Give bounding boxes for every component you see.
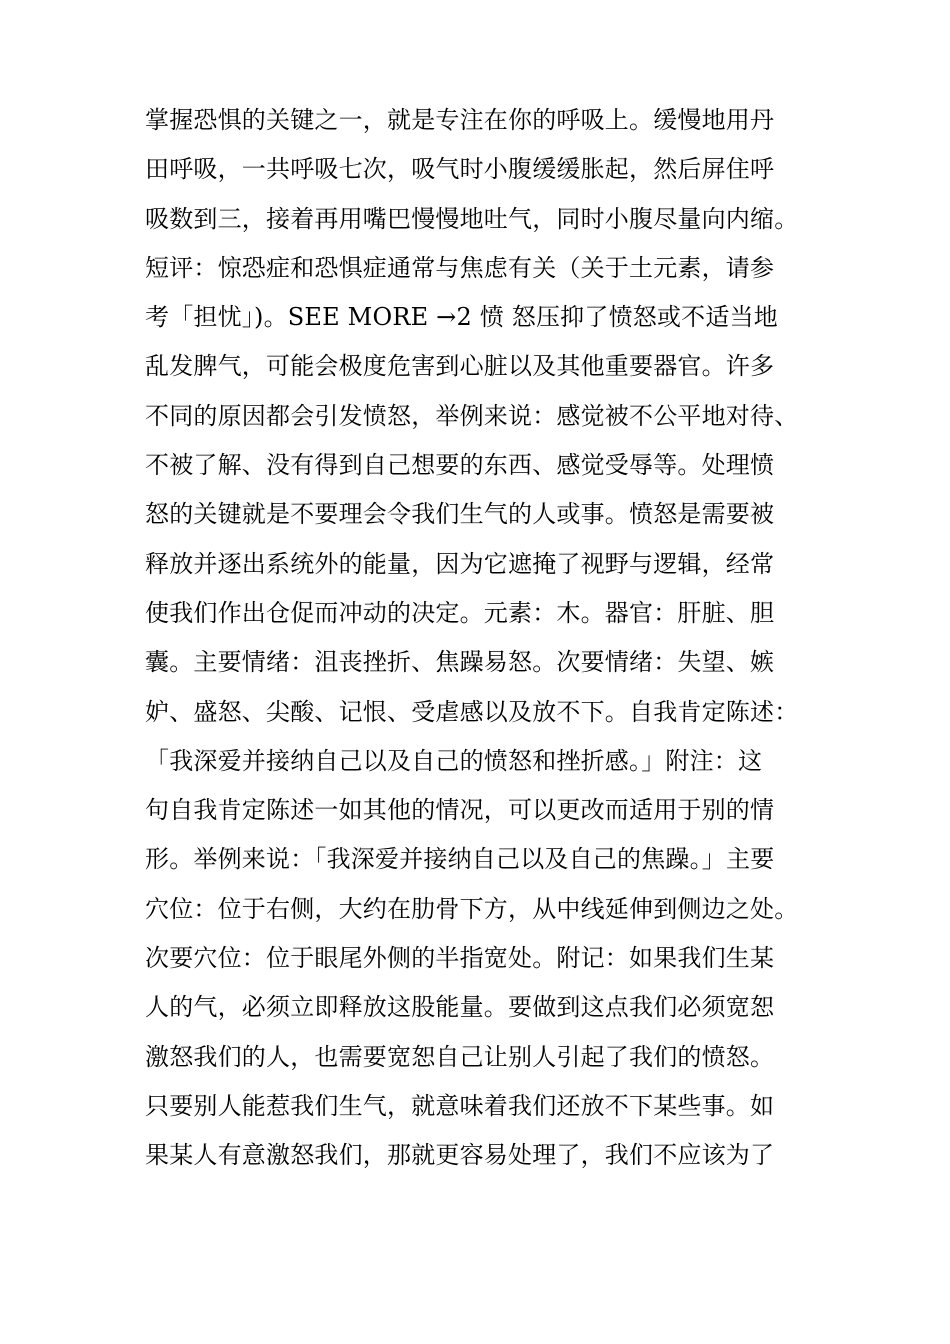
- text-line: 「我深爱并接纳自己以及自己的愤怒和挫折感。」附注：这: [145, 746, 763, 775]
- text-line: 怒的关键就是不要理会令我们生气的人或事。愤怒是需要被: [145, 500, 775, 529]
- text-line: 激怒我们的人，也需要宽恕自己让别人引起了我们的愤怒。: [145, 1042, 775, 1071]
- text-line: 不被了解、没有得到自己想要的东西、感觉受辱等。处理愤: [145, 451, 775, 480]
- text-line: 使我们作出仓促而冲动的决定。元素：木。器官：肝脏、胆: [145, 598, 775, 627]
- text-line: 只要别人能惹我们生气，就意味着我们还放不下某些事。如: [145, 1091, 775, 1120]
- text-line: 妒、盛怒、尖酸、记恨、受虐感以及放不下。自我肯定陈述：: [145, 697, 799, 726]
- body-text: [145, 96, 825, 1181]
- text-line: 乱发脾气，可能会极度危害到心脏以及其他重要器官。许多: [145, 352, 775, 381]
- text-line: 穴位：位于右侧，大约在肋骨下方，从中线延伸到侧边之处。: [145, 894, 799, 923]
- text-line: 不同的原因都会引发愤怒，举例来说：感觉被不公平地对待、: [145, 401, 799, 430]
- text-line: 囊。主要情绪：沮丧挫折、焦躁易怒。次要情绪：失望、嫉: [145, 648, 775, 677]
- text-line: 短评：惊恐症和恐惧症通常与焦虑有关（关于土元素，请参: [145, 253, 775, 282]
- text-line: 田呼吸，一共呼吸七次，吸气时小腹缓缓胀起，然后屏住呼: [145, 155, 775, 184]
- text-line: 果某人有意激怒我们，那就更容易处理了，我们不应该为了: [145, 1141, 775, 1170]
- text-line: 掌握恐惧的关键之一，就是专注在你的呼吸上。缓慢地用丹: [145, 106, 775, 134]
- text-line: 考「担忧」)。SEE MORE →2 愤 怒压抑了愤怒或不适当地: [145, 303, 778, 332]
- text-line: 吸数到三，接着再用嘴巴慢慢地吐气，同时小腹尽量向内缩。: [145, 204, 799, 233]
- text-line: 次要穴位：位于眼尾外侧的半指宽处。附记：如果我们生某: [145, 944, 775, 973]
- text-line: 人的气，必须立即释放这股能量。要做到这点我们必须宽恕: [145, 993, 775, 1022]
- text-line: 句自我肯定陈述一如其他的情况，可以更改而适用于别的情: [145, 796, 775, 825]
- text-line: 形。举例来说：「我深爱并接纳自己以及自己的焦躁。」主要: [145, 845, 775, 874]
- text-line: 释放并逐出系统外的能量，因为它遮掩了视野与逻辑，经常: [145, 549, 775, 578]
